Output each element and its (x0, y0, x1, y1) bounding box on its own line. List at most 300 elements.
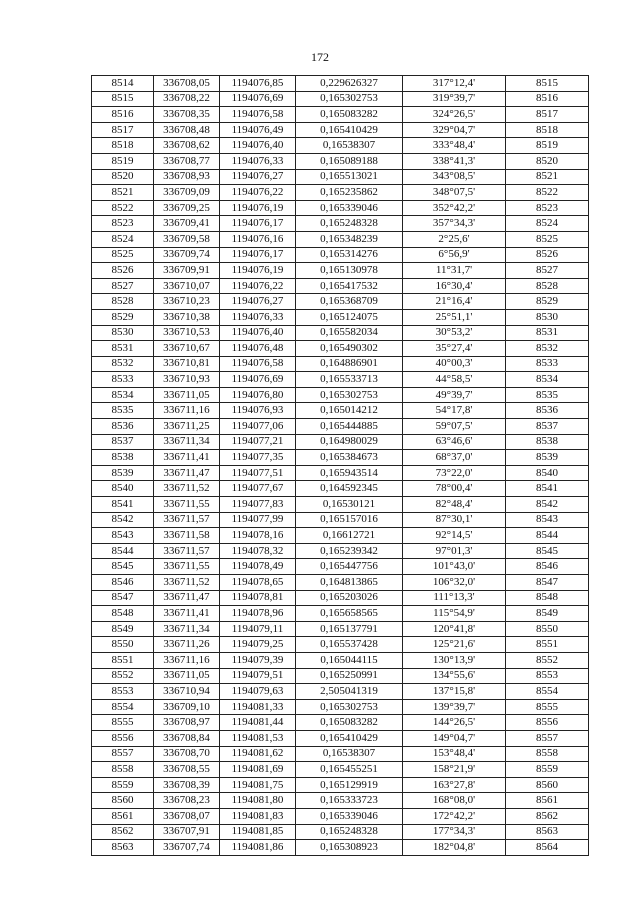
point-number-cell: 8537 (92, 434, 154, 450)
direction-angle-cell: 87°30,1' (403, 512, 506, 528)
point-number-cell: 8519 (92, 153, 154, 169)
distance-cell: 0,165083282 (296, 107, 403, 123)
distance-cell: 0,16538307 (296, 138, 403, 154)
x-coordinate-cell: 336710,07 (154, 278, 220, 294)
next-point-cell: 8539 (506, 450, 589, 466)
distance-cell: 0,165302753 (296, 387, 403, 403)
y-coordinate-cell: 1194078,32 (220, 543, 296, 559)
distance-cell: 0,164980029 (296, 434, 403, 450)
y-coordinate-cell: 1194077,06 (220, 419, 296, 435)
next-point-cell: 8544 (506, 528, 589, 544)
distance-cell: 0,165302753 (296, 91, 403, 107)
next-point-cell: 8553 (506, 668, 589, 684)
next-point-cell: 8548 (506, 590, 589, 606)
y-coordinate-cell: 1194076,85 (220, 76, 296, 92)
next-point-cell: 8561 (506, 793, 589, 809)
next-point-cell: 8516 (506, 91, 589, 107)
next-point-cell: 8549 (506, 606, 589, 622)
next-point-cell: 8535 (506, 387, 589, 403)
next-point-cell: 8554 (506, 684, 589, 700)
y-coordinate-cell: 1194081,80 (220, 793, 296, 809)
next-point-cell: 8540 (506, 465, 589, 481)
y-coordinate-cell: 1194081,53 (220, 730, 296, 746)
point-number-cell: 8551 (92, 652, 154, 668)
point-number-cell: 8527 (92, 278, 154, 294)
table-row (92, 684, 589, 700)
y-coordinate-cell: 1194081,83 (220, 808, 296, 824)
direction-angle-cell: 63°46,6' (403, 434, 506, 450)
x-coordinate-cell: 336711,58 (154, 528, 220, 544)
y-coordinate-cell: 1194081,33 (220, 699, 296, 715)
x-coordinate-cell: 336711,57 (154, 543, 220, 559)
distance-cell: 0,165014212 (296, 403, 403, 419)
x-coordinate-cell: 336711,05 (154, 387, 220, 403)
table-row (92, 387, 589, 403)
next-point-cell: 8527 (506, 263, 589, 279)
y-coordinate-cell: 1194077,67 (220, 481, 296, 497)
next-point-cell: 8552 (506, 652, 589, 668)
point-number-cell: 8521 (92, 185, 154, 201)
next-point-cell: 8521 (506, 169, 589, 185)
next-point-cell: 8528 (506, 278, 589, 294)
y-coordinate-cell: 1194076,27 (220, 169, 296, 185)
y-coordinate-cell: 1194076,58 (220, 107, 296, 123)
direction-angle-cell: 49°39,7' (403, 387, 506, 403)
page-number: 172 (311, 50, 329, 64)
x-coordinate-cell: 336709,25 (154, 200, 220, 216)
table-row (92, 512, 589, 528)
point-number-cell: 8553 (92, 684, 154, 700)
distance-cell: 0,165537428 (296, 637, 403, 653)
next-point-cell: 8562 (506, 808, 589, 824)
x-coordinate-cell: 336711,47 (154, 590, 220, 606)
x-coordinate-cell: 336708,55 (154, 762, 220, 778)
y-coordinate-cell: 1194076,17 (220, 216, 296, 232)
next-point-cell: 8531 (506, 325, 589, 341)
x-coordinate-cell: 336711,57 (154, 512, 220, 528)
point-number-cell: 8563 (92, 840, 154, 856)
direction-angle-cell: 144°26,5' (403, 715, 506, 731)
x-coordinate-cell: 336708,93 (154, 169, 220, 185)
distance-cell: 0,16538307 (296, 746, 403, 762)
point-number-cell: 8541 (92, 497, 154, 513)
x-coordinate-cell: 336711,52 (154, 575, 220, 591)
direction-angle-cell: 163°27,8' (403, 777, 506, 793)
x-coordinate-cell: 336708,84 (154, 730, 220, 746)
table-row (92, 107, 589, 123)
next-point-cell: 8534 (506, 372, 589, 388)
point-number-cell: 8520 (92, 169, 154, 185)
direction-angle-cell: 44°58,5' (403, 372, 506, 388)
point-number-cell: 8559 (92, 777, 154, 793)
table-row (92, 746, 589, 762)
distance-cell: 0,165447756 (296, 559, 403, 575)
direction-angle-cell: 6°56,9' (403, 247, 506, 263)
distance-cell: 0,165239342 (296, 543, 403, 559)
distance-cell: 0,165339046 (296, 200, 403, 216)
next-point-cell: 8550 (506, 621, 589, 637)
distance-cell: 0,165339046 (296, 808, 403, 824)
next-point-cell: 8542 (506, 497, 589, 513)
x-coordinate-cell: 336711,41 (154, 450, 220, 466)
next-point-cell: 8526 (506, 247, 589, 263)
x-coordinate-cell: 336708,23 (154, 793, 220, 809)
table-row (92, 559, 589, 575)
distance-cell: 0,165943514 (296, 465, 403, 481)
direction-angle-cell: 59°07,5' (403, 419, 506, 435)
x-coordinate-cell: 336711,16 (154, 403, 220, 419)
distance-cell: 2,505041319 (296, 684, 403, 700)
distance-cell: 0,164886901 (296, 356, 403, 372)
next-point-cell: 8541 (506, 481, 589, 497)
point-number-cell: 8524 (92, 231, 154, 247)
next-point-cell: 8537 (506, 419, 589, 435)
table-row (92, 403, 589, 419)
point-number-cell: 8542 (92, 512, 154, 528)
direction-angle-cell: 115°54,9' (403, 606, 506, 622)
point-number-cell: 8532 (92, 356, 154, 372)
y-coordinate-cell: 1194078,49 (220, 559, 296, 575)
x-coordinate-cell: 336708,35 (154, 107, 220, 123)
point-number-cell: 8562 (92, 824, 154, 840)
distance-cell: 0,165124075 (296, 309, 403, 325)
distance-cell: 0,165248328 (296, 824, 403, 840)
next-point-cell: 8556 (506, 715, 589, 731)
direction-angle-cell: 329°04,7' (403, 122, 506, 138)
next-point-cell: 8559 (506, 762, 589, 778)
table-row (92, 497, 589, 513)
y-coordinate-cell: 1194079,25 (220, 637, 296, 653)
point-number-cell: 8536 (92, 419, 154, 435)
point-number-cell: 8546 (92, 575, 154, 591)
distance-cell: 0,165302753 (296, 699, 403, 715)
distance-cell: 0,165130978 (296, 263, 403, 279)
direction-angle-cell: 2°25,6' (403, 231, 506, 247)
table-row (92, 419, 589, 435)
direction-angle-cell: 168°08,0' (403, 793, 506, 809)
x-coordinate-cell: 336708,48 (154, 122, 220, 138)
x-coordinate-cell: 336711,34 (154, 434, 220, 450)
table-row (92, 263, 589, 279)
table-row (92, 575, 589, 591)
point-number-cell: 8560 (92, 793, 154, 809)
direction-angle-cell: 92°14,5' (403, 528, 506, 544)
x-coordinate-cell: 336709,09 (154, 185, 220, 201)
direction-angle-cell: 139°39,7' (403, 699, 506, 715)
y-coordinate-cell: 1194081,75 (220, 777, 296, 793)
table-row (92, 372, 589, 388)
y-coordinate-cell: 1194081,69 (220, 762, 296, 778)
direction-angle-cell: 333°48,4' (403, 138, 506, 154)
y-coordinate-cell: 1194078,81 (220, 590, 296, 606)
table-row (92, 606, 589, 622)
table-row (92, 138, 589, 154)
y-coordinate-cell: 1194077,35 (220, 450, 296, 466)
distance-cell: 0,165157016 (296, 512, 403, 528)
point-number-cell: 8558 (92, 762, 154, 778)
y-coordinate-cell: 1194081,86 (220, 840, 296, 856)
x-coordinate-cell: 336711,55 (154, 559, 220, 575)
coordinates-table-body (92, 76, 589, 856)
direction-angle-cell: 68°37,0' (403, 450, 506, 466)
table-row (92, 668, 589, 684)
direction-angle-cell: 106°32,0' (403, 575, 506, 591)
point-number-cell: 8554 (92, 699, 154, 715)
direction-angle-cell: 111°13,3' (403, 590, 506, 606)
distance-cell: 0,165044115 (296, 652, 403, 668)
y-coordinate-cell: 1194077,83 (220, 497, 296, 513)
distance-cell: 0,16612721 (296, 528, 403, 544)
next-point-cell: 8515 (506, 76, 589, 92)
distance-cell: 0,165410429 (296, 122, 403, 138)
y-coordinate-cell: 1194078,65 (220, 575, 296, 591)
table-row (92, 543, 589, 559)
point-number-cell: 8529 (92, 309, 154, 325)
direction-angle-cell: 317°12,4' (403, 76, 506, 92)
y-coordinate-cell: 1194079,51 (220, 668, 296, 684)
direction-angle-cell: 343°08,5' (403, 169, 506, 185)
table-row (92, 200, 589, 216)
direction-angle-cell: 125°21,6' (403, 637, 506, 653)
table-row (92, 528, 589, 544)
x-coordinate-cell: 336711,05 (154, 668, 220, 684)
x-coordinate-cell: 336710,53 (154, 325, 220, 341)
x-coordinate-cell: 336711,26 (154, 637, 220, 653)
point-number-cell: 8533 (92, 372, 154, 388)
direction-angle-cell: 137°15,8' (403, 684, 506, 700)
direction-angle-cell: 97°01,3' (403, 543, 506, 559)
point-number-cell: 8539 (92, 465, 154, 481)
table-row (92, 840, 589, 856)
table-row (92, 91, 589, 107)
point-number-cell: 8557 (92, 746, 154, 762)
x-coordinate-cell: 336708,62 (154, 138, 220, 154)
x-coordinate-cell: 336711,52 (154, 481, 220, 497)
table-row (92, 465, 589, 481)
table-row (92, 777, 589, 793)
direction-angle-cell: 352°42,2' (403, 200, 506, 216)
x-coordinate-cell: 336710,23 (154, 294, 220, 310)
table-row (92, 122, 589, 138)
y-coordinate-cell: 1194077,99 (220, 512, 296, 528)
point-number-cell: 8534 (92, 387, 154, 403)
table-row (92, 824, 589, 840)
x-coordinate-cell: 336710,94 (154, 684, 220, 700)
next-point-cell: 8520 (506, 153, 589, 169)
distance-cell: 0,164813865 (296, 575, 403, 591)
y-coordinate-cell: 1194081,44 (220, 715, 296, 731)
y-coordinate-cell: 1194076,19 (220, 263, 296, 279)
distance-cell: 0,165235862 (296, 185, 403, 201)
next-point-cell: 8551 (506, 637, 589, 653)
point-number-cell: 8544 (92, 543, 154, 559)
point-number-cell: 8517 (92, 122, 154, 138)
direction-angle-cell: 319°39,7' (403, 91, 506, 107)
distance-cell: 0,165410429 (296, 730, 403, 746)
x-coordinate-cell: 336711,55 (154, 497, 220, 513)
x-coordinate-cell: 336711,16 (154, 652, 220, 668)
y-coordinate-cell: 1194079,63 (220, 684, 296, 700)
table-row (92, 590, 589, 606)
next-point-cell: 8518 (506, 122, 589, 138)
y-coordinate-cell: 1194079,11 (220, 621, 296, 637)
distance-cell: 0,165203026 (296, 590, 403, 606)
table-row (92, 247, 589, 263)
direction-angle-cell: 73°22,0' (403, 465, 506, 481)
direction-angle-cell: 158°21,9' (403, 762, 506, 778)
distance-cell: 0,165658565 (296, 606, 403, 622)
table-row (92, 762, 589, 778)
point-number-cell: 8522 (92, 200, 154, 216)
y-coordinate-cell: 1194076,22 (220, 278, 296, 294)
table-row (92, 356, 589, 372)
y-coordinate-cell: 1194077,51 (220, 465, 296, 481)
table-row (92, 153, 589, 169)
direction-angle-cell: 348°07,5' (403, 185, 506, 201)
point-number-cell: 8535 (92, 403, 154, 419)
next-point-cell: 8538 (506, 434, 589, 450)
point-number-cell: 8545 (92, 559, 154, 575)
next-point-cell: 8533 (506, 356, 589, 372)
table-row (92, 730, 589, 746)
distance-cell: 0,165137791 (296, 621, 403, 637)
direction-angle-cell: 120°41,8' (403, 621, 506, 637)
next-point-cell: 8558 (506, 746, 589, 762)
distance-cell: 0,165455251 (296, 762, 403, 778)
x-coordinate-cell: 336711,47 (154, 465, 220, 481)
direction-angle-cell: 177°34,3' (403, 824, 506, 840)
point-number-cell: 8538 (92, 450, 154, 466)
y-coordinate-cell: 1194078,96 (220, 606, 296, 622)
direction-angle-cell: 357°34,3' (403, 216, 506, 232)
direction-angle-cell: 182°04,8' (403, 840, 506, 856)
next-point-cell: 8563 (506, 824, 589, 840)
table-row (92, 76, 589, 92)
y-coordinate-cell: 1194076,27 (220, 294, 296, 310)
distance-cell: 0,165533713 (296, 372, 403, 388)
y-coordinate-cell: 1194078,16 (220, 528, 296, 544)
x-coordinate-cell: 336710,67 (154, 341, 220, 357)
y-coordinate-cell: 1194076,93 (220, 403, 296, 419)
next-point-cell: 8547 (506, 575, 589, 591)
next-point-cell: 8519 (506, 138, 589, 154)
x-coordinate-cell: 336708,07 (154, 808, 220, 824)
next-point-cell: 8517 (506, 107, 589, 123)
y-coordinate-cell: 1194076,80 (220, 387, 296, 403)
table-row (92, 231, 589, 247)
distance-cell: 0,165333723 (296, 793, 403, 809)
table-row (92, 294, 589, 310)
point-number-cell: 8547 (92, 590, 154, 606)
table-row (92, 808, 589, 824)
point-number-cell: 8531 (92, 341, 154, 357)
next-point-cell: 8530 (506, 309, 589, 325)
direction-angle-cell: 78°00,4' (403, 481, 506, 497)
distance-cell: 0,165368709 (296, 294, 403, 310)
distance-cell: 0,165308923 (296, 840, 403, 856)
point-number-cell: 8556 (92, 730, 154, 746)
y-coordinate-cell: 1194076,19 (220, 200, 296, 216)
y-coordinate-cell: 1194076,40 (220, 325, 296, 341)
point-number-cell: 8549 (92, 621, 154, 637)
distance-cell: 0,165314276 (296, 247, 403, 263)
direction-angle-cell: 35°27,4' (403, 341, 506, 357)
point-number-cell: 8561 (92, 808, 154, 824)
direction-angle-cell: 54°17,8' (403, 403, 506, 419)
point-number-cell: 8550 (92, 637, 154, 653)
distance-cell: 0,16530121 (296, 497, 403, 513)
table-row (92, 715, 589, 731)
next-point-cell: 8543 (506, 512, 589, 528)
x-coordinate-cell: 336709,10 (154, 699, 220, 715)
table-row (92, 341, 589, 357)
coordinates-table (91, 75, 589, 856)
point-number-cell: 8548 (92, 606, 154, 622)
x-coordinate-cell: 336709,91 (154, 263, 220, 279)
y-coordinate-cell: 1194076,16 (220, 231, 296, 247)
y-coordinate-cell: 1194076,69 (220, 372, 296, 388)
next-point-cell: 8525 (506, 231, 589, 247)
direction-angle-cell: 172°42,2' (403, 808, 506, 824)
next-point-cell: 8560 (506, 777, 589, 793)
direction-angle-cell: 153°48,4' (403, 746, 506, 762)
next-point-cell: 8546 (506, 559, 589, 575)
direction-angle-cell: 82°48,4' (403, 497, 506, 513)
table-row (92, 309, 589, 325)
x-coordinate-cell: 336708,22 (154, 91, 220, 107)
direction-angle-cell: 25°51,1' (403, 309, 506, 325)
y-coordinate-cell: 1194076,33 (220, 153, 296, 169)
x-coordinate-cell: 336711,41 (154, 606, 220, 622)
direction-angle-cell: 149°04,7' (403, 730, 506, 746)
x-coordinate-cell: 336711,25 (154, 419, 220, 435)
distance-cell: 0,165089188 (296, 153, 403, 169)
direction-angle-cell: 324°26,5' (403, 107, 506, 123)
point-number-cell: 8525 (92, 247, 154, 263)
table-row (92, 325, 589, 341)
next-point-cell: 8524 (506, 216, 589, 232)
distance-cell: 0,165384673 (296, 450, 403, 466)
x-coordinate-cell: 336710,93 (154, 372, 220, 388)
distance-cell: 0,165417532 (296, 278, 403, 294)
next-point-cell: 8564 (506, 840, 589, 856)
x-coordinate-cell: 336708,97 (154, 715, 220, 731)
next-point-cell: 8555 (506, 699, 589, 715)
direction-angle-cell: 11°31,7' (403, 263, 506, 279)
direction-angle-cell: 21°16,4' (403, 294, 506, 310)
table-row (92, 481, 589, 497)
direction-angle-cell: 30°53,2' (403, 325, 506, 341)
table-row (92, 450, 589, 466)
x-coordinate-cell: 336710,38 (154, 309, 220, 325)
table-row (92, 637, 589, 653)
table-row (92, 621, 589, 637)
distance-cell: 0,165444885 (296, 419, 403, 435)
direction-angle-cell: 338°41,3' (403, 153, 506, 169)
next-point-cell: 8545 (506, 543, 589, 559)
point-number-cell: 8530 (92, 325, 154, 341)
table-row (92, 278, 589, 294)
table-row (92, 699, 589, 715)
y-coordinate-cell: 1194076,69 (220, 91, 296, 107)
direction-angle-cell: 101°43,0' (403, 559, 506, 575)
table-row (92, 169, 589, 185)
point-number-cell: 8526 (92, 263, 154, 279)
distance-cell: 0,165129919 (296, 777, 403, 793)
distance-cell: 0,165348239 (296, 231, 403, 247)
point-number-cell: 8552 (92, 668, 154, 684)
x-coordinate-cell: 336708,77 (154, 153, 220, 169)
